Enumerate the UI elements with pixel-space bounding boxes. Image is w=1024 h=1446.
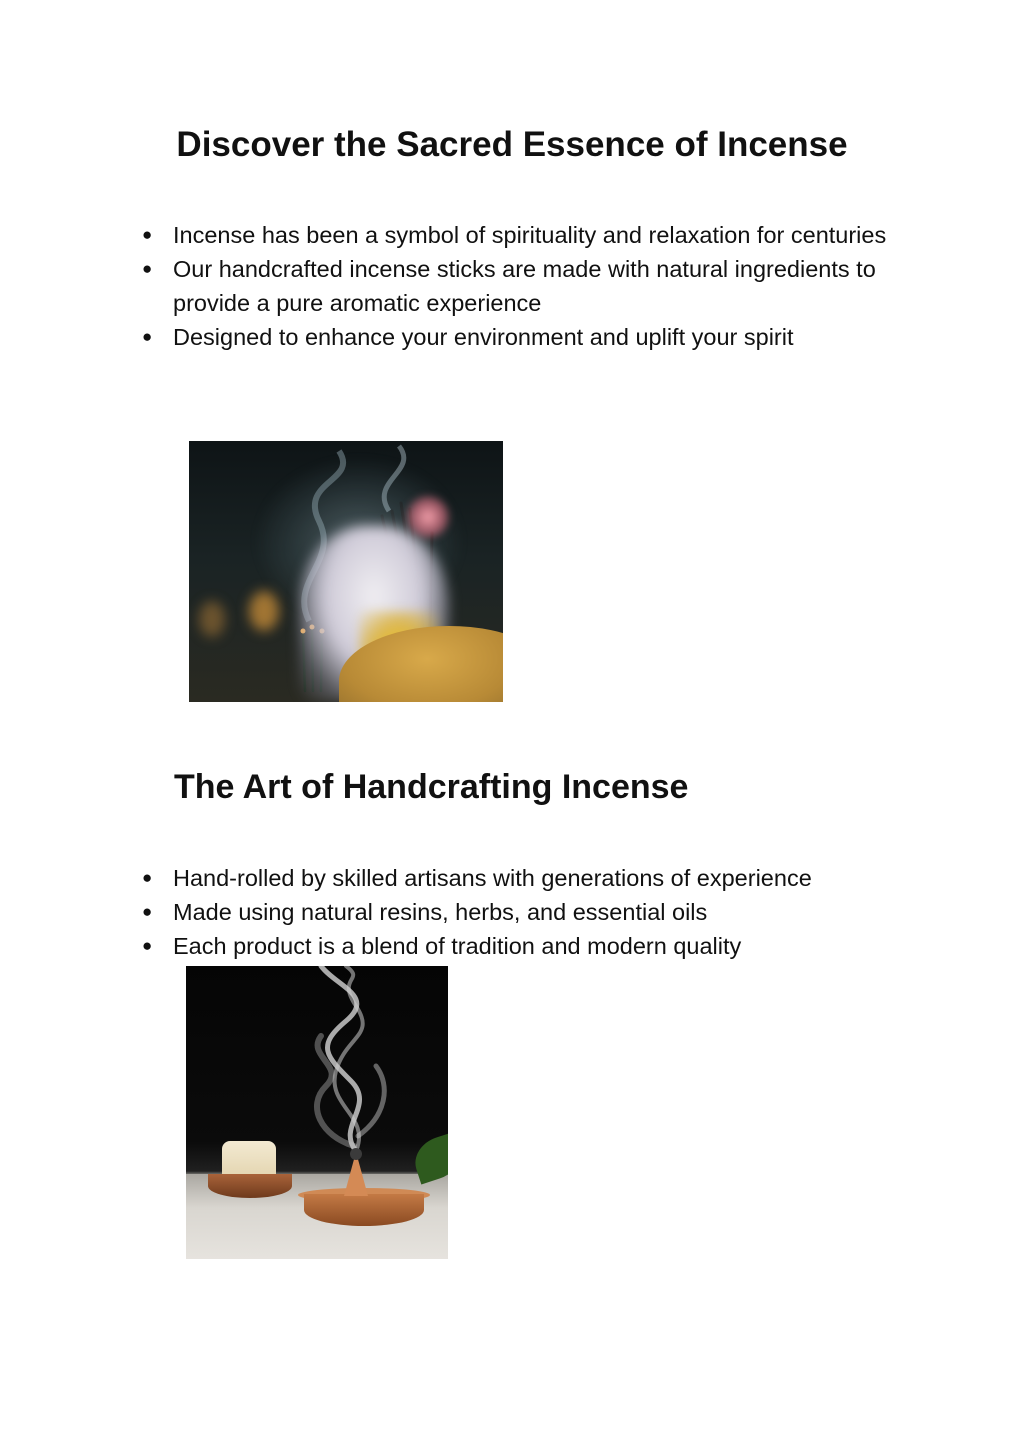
bullet-icon: ● <box>142 225 153 244</box>
list-item <box>140 320 900 354</box>
bullet-icon: ● <box>142 259 153 278</box>
bullet-text: Our handcrafted incense sticks are made with natural ingredients to provide a pure aromatic experience <box>173 256 876 316</box>
section-2-bullet-list <box>140 861 900 963</box>
list-item <box>140 929 900 963</box>
bullet-text: Hand-rolled by skilled artisans with generations of experience <box>173 865 812 891</box>
section-2-title: The Art of Handcrafting Incense <box>174 768 689 806</box>
background-bokeh <box>199 601 225 637</box>
incense-cone-burner-photo <box>186 966 448 1259</box>
bullet-icon: ● <box>142 327 153 346</box>
bullet-icon: ● <box>142 902 153 921</box>
list-item <box>140 861 900 895</box>
list-item <box>140 218 900 252</box>
background-bokeh <box>407 496 449 538</box>
bullet-icon: ● <box>142 868 153 887</box>
section-1-title: Discover the Sacred Essence of Incense <box>176 125 848 164</box>
bullet-text: Made using natural resins, herbs, and essential oils <box>173 899 708 925</box>
incense-sticks-photo <box>189 441 503 702</box>
bullet-text: Incense has been a symbol of spirituality and relaxation for centuries <box>173 222 887 248</box>
list-item <box>140 895 900 929</box>
bullet-text: Each product is a blend of tradition and modern quality <box>173 933 742 959</box>
bullet-icon: ● <box>142 936 153 955</box>
section-1-bullet-list <box>140 218 900 354</box>
cone-ember <box>350 1148 362 1160</box>
bullet-text: Designed to enhance your environment and uplift your spirit <box>173 324 794 350</box>
list-item <box>140 252 900 320</box>
background-bokeh <box>249 591 279 631</box>
clay-burner <box>304 1194 424 1226</box>
